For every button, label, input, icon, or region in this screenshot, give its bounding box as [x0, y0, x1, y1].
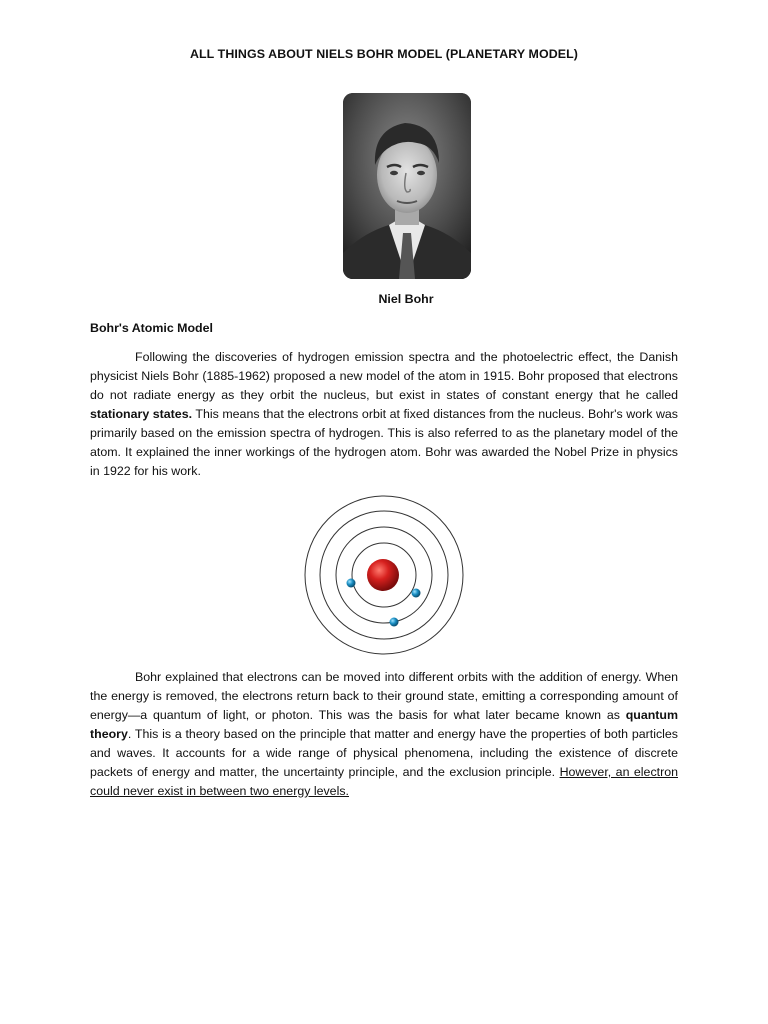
electron-2 [412, 589, 421, 598]
section-heading: Bohr's Atomic Model [90, 321, 213, 335]
portrait-caption: Niel Bohr [378, 292, 434, 306]
electron-1 [347, 579, 356, 588]
electron-3 [390, 618, 399, 627]
stationary-states-term: stationary states. [90, 407, 193, 421]
paragraph-bohr-model [90, 348, 678, 481]
paragraph2-text-b: . This is a theory based on the principle that matter and energy have the properties of both particles and waves. It accounts for a wide range of physical phenomena, including the existence of discrete packets of energy and matter, the uncertainty principle, and the exclusion principle. [90, 727, 678, 779]
nucleus [367, 559, 399, 591]
document-title: ALL THINGS ABOUT NIELS BOHR MODEL (PLANETARY MODEL) [189, 47, 579, 61]
paragraph1-text-b: This means that the electrons orbit at fixed distances from the nucleus. Bohr's work was primarily based on the emission spectra of hydrogen. This is also referred to as the planetary model of the atom. It explained the inner workings of the hydrogen atom. Bohr was awarded the Nobel Prize in physics in 1922 for his work. [90, 407, 678, 478]
portrait-photo-icon [343, 93, 471, 279]
paragraph-quantum-theory [90, 668, 678, 801]
bohr-atom-diagram [304, 491, 464, 659]
paragraph2-text-a: Bohr explained that electrons can be moved into different orbits with the addition of energy. When the energy is removed, the electrons return back to their ground state, emitting a corresponding amount of energy—a quantum of light, or photon. This was the basis for what later became known as [90, 670, 678, 722]
paragraph1-text-a: Following the discoveries of hydrogen emission spectra and the photoelectric effect, the Danish physicist Niels Bohr (1885-1962) proposed a new model of the atom in 1915. Bohr proposed that electrons do not radiate energy as they orbit the nucleus, but exist in states of constant energy that he called [90, 350, 678, 402]
quantum-theory-term: quantum theory [90, 708, 678, 741]
atom-diagram-icon [304, 491, 464, 659]
portrait-image [343, 93, 471, 279]
underlined-statement: However, an electron could never exist in between two energy levels. [90, 765, 678, 798]
